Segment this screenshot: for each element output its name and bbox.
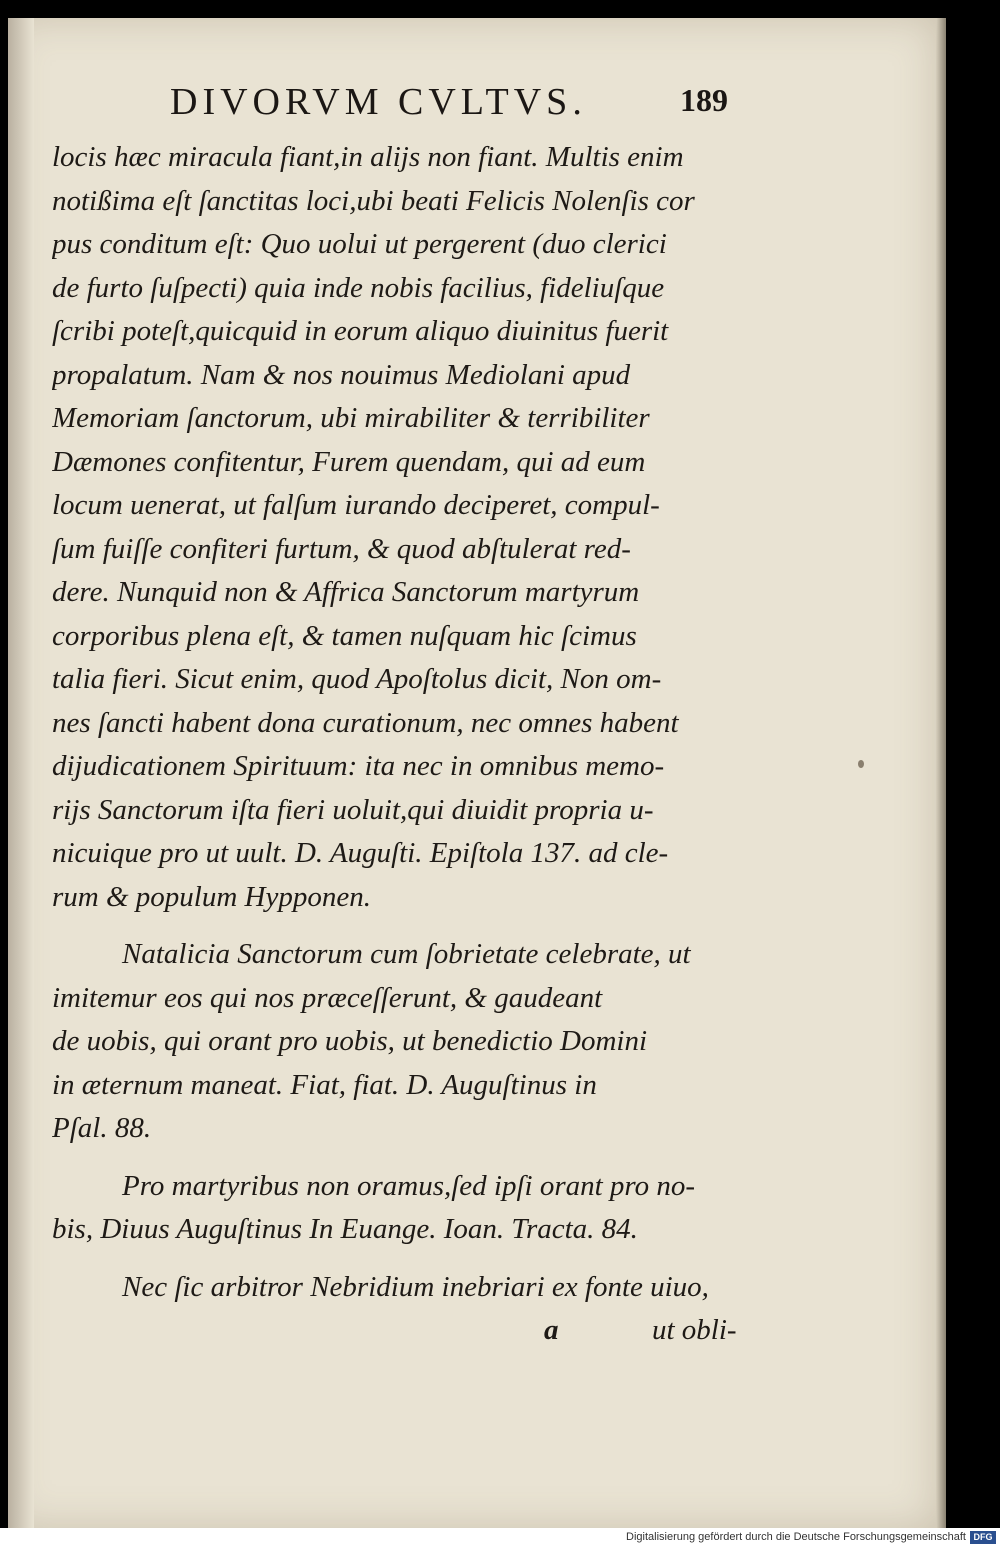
text-line: de furto ſuſpecti) quia inde nobis facilius, fideliuſque <box>52 271 665 304</box>
text-line: Memoriam ſanctorum, ubi mirabiliter & terribiliter <box>52 402 650 434</box>
text-line: bis, Diuus Auguſtinus In Euange. Ioan. Tracta. 84. <box>52 1213 638 1245</box>
text-line: notißima eſt ſanctitas loci,ubi beati Felicis Nolenſis cor <box>52 184 695 217</box>
running-head: DIVORVM CVLTVS. <box>170 81 587 123</box>
text-line: rum & populum Hypponen. <box>52 880 371 913</box>
text-line: Pro martyribus non oramus,ſed ipſi orant pro no- <box>122 1169 696 1202</box>
text-line: locis hæc miracula fiant,in alijs non fiant. Multis enim <box>52 141 684 173</box>
page-edge <box>936 18 946 1528</box>
text-line: pus conditum eſt: Quo uolui ut pergerent (duo clerici <box>52 228 667 260</box>
dfg-logo-icon: DFG <box>970 1531 996 1544</box>
text-line: Dæmones confitentur, Furem quendam, qui ad eum <box>52 445 646 478</box>
text-line: Nec ſic arbitror Nebridium inebriari ex fonte uiuo, <box>122 1270 709 1303</box>
text-line: Natalicia Sanctorum cum ſobrietate celebrate, ut <box>122 938 691 970</box>
page-body-text <box>52 136 772 1353</box>
text-line: nes ſancti habent dona curationum, nec omnes habent <box>52 706 679 739</box>
text-line: propalatum. Nam & nos nouimus Mediolani apud <box>52 358 631 391</box>
text-line: in æternum maneat. Fiat, fiat. D. Auguſtinus in <box>52 1068 597 1101</box>
text-line: ſum fuiſſe confiteri furtum, & quod abſtulerat red- <box>52 532 631 565</box>
text-line: nicuique pro ut uult. D. Auguſti. Epiſtola 137. ad cle- <box>52 837 669 869</box>
text-line: dijudicationem Spirituum: ita nec in omnibus memo- <box>52 750 665 782</box>
catchword: ut obli- <box>652 1314 737 1346</box>
footer-credit: Digitalisierung gefördert durch die Deutsche Forschungsgemeinschaft <box>626 1531 966 1543</box>
text-line: corporibus plena eſt, & tamen nuſquam hic ſcimus <box>52 619 637 652</box>
footer-bar <box>0 1528 1000 1548</box>
text-line: imitemur eos qui nos præceſſerunt, & gaudeant <box>52 981 603 1014</box>
signature-mark: a <box>544 1314 559 1346</box>
page-gutter-shadow <box>8 18 34 1528</box>
text-line: ſcribi poteſt,quicquid in eorum aliquo diuinitus fuerit <box>52 315 669 347</box>
text-line: Pſal. 88. <box>52 1112 152 1144</box>
text-line: talia fieri. Sicut enim, quod Apoſtolus dicit, Non om- <box>52 663 662 695</box>
paper-speck <box>858 760 864 768</box>
text-line: dere. Nunquid non & Affrica Sanctorum martyrum <box>52 576 640 608</box>
text-line: rijs Sanctorum iſta fieri uoluit,qui diuidit propria u- <box>52 793 654 826</box>
page-number: 189 <box>680 82 728 118</box>
catchword-row <box>52 1309 772 1353</box>
text-line: de uobis, qui orant pro uobis, ut benedictio Domini <box>52 1025 648 1057</box>
text-line: locum uenerat, ut falſum iurando deciperet, compul- <box>52 489 660 521</box>
